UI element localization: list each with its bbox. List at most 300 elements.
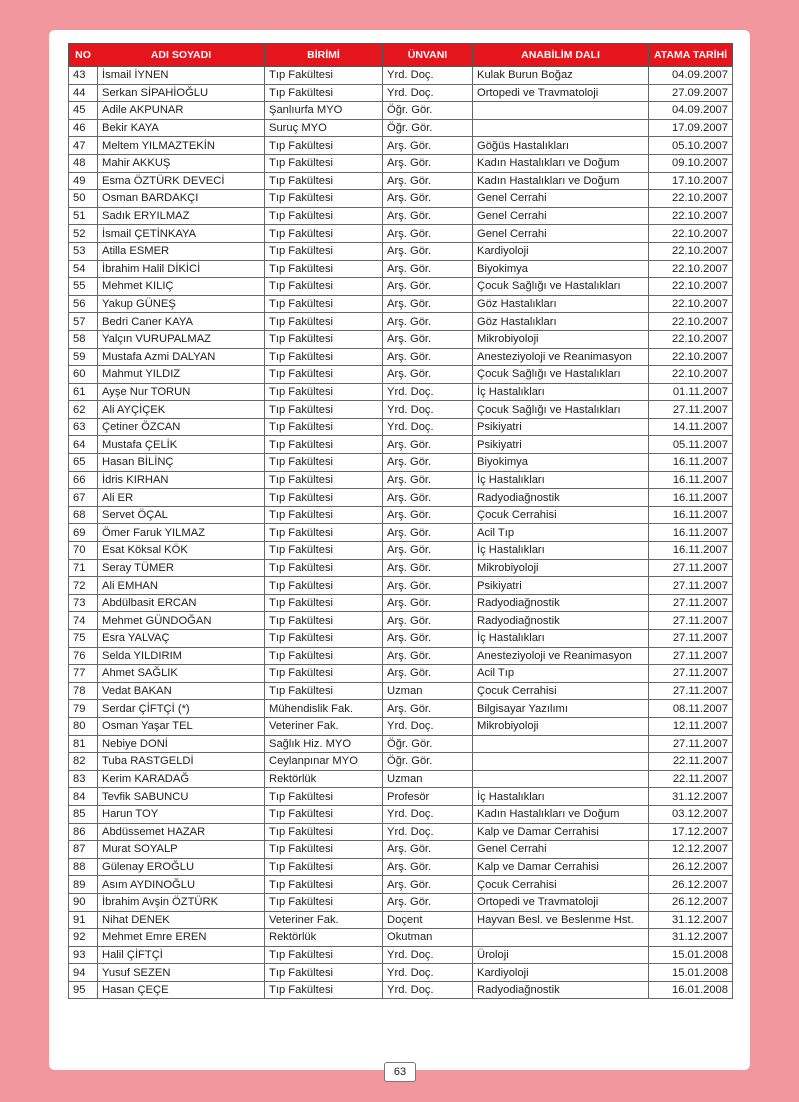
cell-unit: Tıp Fakültesi — [265, 964, 383, 982]
cell-unit: Suruç MYO — [265, 119, 383, 137]
cell-date: 26.12.2007 — [649, 876, 733, 894]
cell-no: 65 — [69, 454, 98, 472]
cell-department — [473, 929, 649, 947]
header-no: NO — [69, 44, 98, 67]
table-row — [69, 119, 733, 137]
cell-no: 72 — [69, 577, 98, 595]
cell-title: Yrd. Doç. — [383, 383, 473, 401]
cell-name: Harun TOY — [98, 805, 265, 823]
cell-unit: Tıp Fakültesi — [265, 823, 383, 841]
cell-name: Mahir AKKUŞ — [98, 154, 265, 172]
cell-title: Yrd. Doç. — [383, 401, 473, 419]
cell-department: Kardiyoloji — [473, 964, 649, 982]
cell-title: Arş. Gör. — [383, 893, 473, 911]
table-row — [69, 559, 733, 577]
cell-date: 27.11.2007 — [649, 559, 733, 577]
cell-name: Tevfik SABUNCU — [98, 788, 265, 806]
cell-no: 54 — [69, 260, 98, 278]
cell-title: Uzman — [383, 770, 473, 788]
table-row — [69, 225, 733, 243]
cell-date: 12.12.2007 — [649, 841, 733, 859]
cell-name: Yalçın VURUPALMAZ — [98, 330, 265, 348]
cell-date: 31.12.2007 — [649, 911, 733, 929]
cell-date: 03.12.2007 — [649, 805, 733, 823]
cell-date: 01.11.2007 — [649, 383, 733, 401]
cell-no: 56 — [69, 295, 98, 313]
cell-title: Profesör — [383, 788, 473, 806]
cell-date: 17.10.2007 — [649, 172, 733, 190]
cell-no: 77 — [69, 665, 98, 683]
cell-no: 92 — [69, 929, 98, 947]
cell-department: Anesteziyoloji ve Reanimasyon — [473, 647, 649, 665]
cell-date: 15.01.2008 — [649, 946, 733, 964]
cell-no: 50 — [69, 190, 98, 208]
table-row — [69, 735, 733, 753]
table-row — [69, 788, 733, 806]
cell-name: Abdüssemet HAZAR — [98, 823, 265, 841]
cell-department: Çocuk Cerrahisi — [473, 876, 649, 894]
table-header-row — [69, 44, 733, 67]
cell-no: 68 — [69, 506, 98, 524]
cell-no: 94 — [69, 964, 98, 982]
cell-department: Bilgisayar Yazılımı — [473, 700, 649, 718]
cell-date: 22.11.2007 — [649, 753, 733, 771]
cell-name: Ali EMHAN — [98, 577, 265, 595]
cell-unit: Tıp Fakültesi — [265, 366, 383, 384]
cell-unit: Tıp Fakültesi — [265, 946, 383, 964]
cell-no: 46 — [69, 119, 98, 137]
cell-title: Arş. Gör. — [383, 225, 473, 243]
cell-unit: Rektörlük — [265, 770, 383, 788]
cell-title: Arş. Gör. — [383, 330, 473, 348]
cell-name: Meltem YILMAZTEKİN — [98, 137, 265, 155]
table-row — [69, 594, 733, 612]
cell-date: 22.10.2007 — [649, 260, 733, 278]
cell-title: Öğr. Gör. — [383, 753, 473, 771]
cell-no: 83 — [69, 770, 98, 788]
cell-department: Mikrobiyoloji — [473, 717, 649, 735]
cell-no: 73 — [69, 594, 98, 612]
cell-date: 27.11.2007 — [649, 401, 733, 419]
cell-title: Arş. Gör. — [383, 348, 473, 366]
cell-date: 22.10.2007 — [649, 225, 733, 243]
cell-date: 16.11.2007 — [649, 489, 733, 507]
cell-name: İdris KIRHAN — [98, 471, 265, 489]
cell-date: 27.11.2007 — [649, 665, 733, 683]
cell-unit: Tıp Fakültesi — [265, 84, 383, 102]
cell-date: 22.10.2007 — [649, 348, 733, 366]
table-row — [69, 876, 733, 894]
cell-title: Arş. Gör. — [383, 524, 473, 542]
cell-date: 17.12.2007 — [649, 823, 733, 841]
cell-name: Hasan ÇEÇE — [98, 981, 265, 999]
table-row — [69, 805, 733, 823]
cell-title: Arş. Gör. — [383, 559, 473, 577]
cell-department: Radyodiağnostik — [473, 981, 649, 999]
cell-unit: Tıp Fakültesi — [265, 876, 383, 894]
cell-name: Sadık ERYILMAZ — [98, 207, 265, 225]
cell-department: Anesteziyoloji ve Reanimasyon — [473, 348, 649, 366]
cell-no: 57 — [69, 313, 98, 331]
cell-department: Kalp ve Damar Cerrahisi — [473, 858, 649, 876]
cell-date: 22.10.2007 — [649, 366, 733, 384]
cell-department: Kulak Burun Boğaz — [473, 67, 649, 85]
table-row — [69, 102, 733, 120]
cell-no: 58 — [69, 330, 98, 348]
cell-date: 17.09.2007 — [649, 119, 733, 137]
cell-no: 76 — [69, 647, 98, 665]
table-row — [69, 612, 733, 630]
cell-date: 04.09.2007 — [649, 102, 733, 120]
cell-unit: Tıp Fakültesi — [265, 278, 383, 296]
table-row — [69, 330, 733, 348]
cell-name: Bedri Caner KAYA — [98, 313, 265, 331]
cell-department: Psikiyatri — [473, 418, 649, 436]
cell-department: İç Hastalıkları — [473, 542, 649, 560]
cell-unit: Tıp Fakültesi — [265, 190, 383, 208]
header-unit: BİRİMİ — [265, 44, 383, 67]
table-row — [69, 348, 733, 366]
cell-unit: Tıp Fakültesi — [265, 225, 383, 243]
cell-title: Arş. Gör. — [383, 207, 473, 225]
table-row — [69, 770, 733, 788]
table-row — [69, 436, 733, 454]
cell-no: 79 — [69, 700, 98, 718]
table-row — [69, 893, 733, 911]
cell-no: 89 — [69, 876, 98, 894]
table-row — [69, 67, 733, 85]
cell-name: Mehmet KILIÇ — [98, 278, 265, 296]
cell-department: Mikrobiyoloji — [473, 559, 649, 577]
cell-department: Çocuk Sağlığı ve Hastalıkları — [473, 278, 649, 296]
table-row — [69, 647, 733, 665]
cell-name: Servet ÖÇAL — [98, 506, 265, 524]
cell-name: Ayşe Nur TORUN — [98, 383, 265, 401]
cell-date: 15.01.2008 — [649, 964, 733, 982]
cell-title: Arş. Gör. — [383, 506, 473, 524]
cell-date: 27.11.2007 — [649, 630, 733, 648]
cell-no: 52 — [69, 225, 98, 243]
cell-title: Arş. Gör. — [383, 489, 473, 507]
cell-no: 48 — [69, 154, 98, 172]
cell-unit: Tıp Fakültesi — [265, 313, 383, 331]
cell-name: Hasan BİLİNÇ — [98, 454, 265, 472]
cell-no: 95 — [69, 981, 98, 999]
header-appointment-date: ATAMA TARİHİ — [649, 44, 733, 67]
cell-date: 22.11.2007 — [649, 770, 733, 788]
cell-date: 27.11.2007 — [649, 594, 733, 612]
cell-no: 70 — [69, 542, 98, 560]
page-number: 63 — [384, 1062, 416, 1082]
cell-no: 82 — [69, 753, 98, 771]
table-row — [69, 401, 733, 419]
cell-title: Arş. Gör. — [383, 260, 473, 278]
cell-title: Arş. Gör. — [383, 647, 473, 665]
cell-unit: Tıp Fakültesi — [265, 665, 383, 683]
cell-date: 22.10.2007 — [649, 295, 733, 313]
cell-name: Ali AYÇİÇEK — [98, 401, 265, 419]
table-row — [69, 841, 733, 859]
table-row — [69, 964, 733, 982]
cell-name: Yakup GÜNEŞ — [98, 295, 265, 313]
cell-department: Biyokimya — [473, 260, 649, 278]
cell-no: 69 — [69, 524, 98, 542]
cell-no: 86 — [69, 823, 98, 841]
cell-title: Arş. Gör. — [383, 612, 473, 630]
table-row — [69, 137, 733, 155]
cell-date: 22.10.2007 — [649, 278, 733, 296]
cell-no: 60 — [69, 366, 98, 384]
cell-title: Okutman — [383, 929, 473, 947]
cell-title: Arş. Gör. — [383, 313, 473, 331]
cell-unit: Tıp Fakültesi — [265, 172, 383, 190]
cell-date: 27.09.2007 — [649, 84, 733, 102]
cell-department — [473, 753, 649, 771]
cell-unit: Tıp Fakültesi — [265, 647, 383, 665]
cell-name: Serdar ÇİFTÇİ (*) — [98, 700, 265, 718]
cell-name: Vedat BAKAN — [98, 682, 265, 700]
cell-unit: Tıp Fakültesi — [265, 858, 383, 876]
cell-department: Göğüs Hastalıkları — [473, 137, 649, 155]
cell-unit: Tıp Fakültesi — [265, 67, 383, 85]
cell-unit: Tıp Fakültesi — [265, 418, 383, 436]
cell-unit: Sağlık Hiz. MYO — [265, 735, 383, 753]
table-row — [69, 190, 733, 208]
cell-name: Çetiner ÖZCAN — [98, 418, 265, 436]
cell-no: 44 — [69, 84, 98, 102]
cell-no: 87 — [69, 841, 98, 859]
cell-unit: Tıp Fakültesi — [265, 383, 383, 401]
cell-date: 16.11.2007 — [649, 506, 733, 524]
cell-department: Acil Tıp — [473, 665, 649, 683]
table-row — [69, 577, 733, 595]
cell-title: Öğr. Gör. — [383, 119, 473, 137]
cell-name: İbrahim Halil DİKİCİ — [98, 260, 265, 278]
cell-name: Gülenay EROĞLU — [98, 858, 265, 876]
cell-no: 43 — [69, 67, 98, 85]
cell-title: Arş. Gör. — [383, 471, 473, 489]
cell-unit: Tıp Fakültesi — [265, 506, 383, 524]
cell-name: Kerim KARADAĞ — [98, 770, 265, 788]
cell-date: 27.11.2007 — [649, 647, 733, 665]
cell-department: Göz Hastalıkları — [473, 313, 649, 331]
cell-date: 22.10.2007 — [649, 313, 733, 331]
cell-name: Osman Yaşar TEL — [98, 717, 265, 735]
cell-unit: Tıp Fakültesi — [265, 454, 383, 472]
cell-department: Biyokimya — [473, 454, 649, 472]
cell-unit: Tıp Fakültesi — [265, 471, 383, 489]
cell-department: Psikiyatri — [473, 577, 649, 595]
cell-no: 78 — [69, 682, 98, 700]
cell-title: Yrd. Doç. — [383, 418, 473, 436]
cell-date: 08.11.2007 — [649, 700, 733, 718]
cell-name: Nebiye DONİ — [98, 735, 265, 753]
cell-title: Yrd. Doç. — [383, 964, 473, 982]
cell-unit: Tıp Fakültesi — [265, 682, 383, 700]
cell-unit: Tıp Fakültesi — [265, 559, 383, 577]
cell-title: Öğr. Gör. — [383, 102, 473, 120]
table-row — [69, 313, 733, 331]
table-row — [69, 418, 733, 436]
table-row — [69, 911, 733, 929]
cell-department: İç Hastalıkları — [473, 383, 649, 401]
cell-no: 55 — [69, 278, 98, 296]
table-row — [69, 154, 733, 172]
cell-department: Üroloji — [473, 946, 649, 964]
cell-no: 67 — [69, 489, 98, 507]
cell-unit: Tıp Fakültesi — [265, 330, 383, 348]
cell-name: Abdülbasit ERCAN — [98, 594, 265, 612]
table-row — [69, 858, 733, 876]
table-row — [69, 489, 733, 507]
cell-name: Asım AYDINOĞLU — [98, 876, 265, 894]
cell-unit: Tıp Fakültesi — [265, 436, 383, 454]
cell-department: Çocuk Cerrahisi — [473, 506, 649, 524]
cell-name: Selda YILDIRIM — [98, 647, 265, 665]
cell-title: Arş. Gör. — [383, 630, 473, 648]
cell-date: 04.09.2007 — [649, 67, 733, 85]
cell-department: Ortopedi ve Travmatoloji — [473, 893, 649, 911]
cell-title: Arş. Gör. — [383, 154, 473, 172]
cell-name: Mustafa ÇELİK — [98, 436, 265, 454]
cell-department: Kadın Hastalıkları ve Doğum — [473, 154, 649, 172]
cell-name: Esat Köksal KÖK — [98, 542, 265, 560]
cell-department: Göz Hastalıkları — [473, 295, 649, 313]
cell-name: Seray TÜMER — [98, 559, 265, 577]
cell-title: Arş. Gör. — [383, 665, 473, 683]
cell-title: Arş. Gör. — [383, 577, 473, 595]
cell-unit: Tıp Fakültesi — [265, 489, 383, 507]
cell-unit: Ceylanpınar MYO — [265, 753, 383, 771]
cell-department: Radyodiağnostik — [473, 594, 649, 612]
cell-unit: Tıp Fakültesi — [265, 893, 383, 911]
header-name: ADI SOYADI — [98, 44, 265, 67]
cell-date: 22.10.2007 — [649, 207, 733, 225]
cell-name: Halil ÇİFTÇİ — [98, 946, 265, 964]
cell-department: Hayvan Besl. ve Beslenme Hst. — [473, 911, 649, 929]
cell-title: Yrd. Doç. — [383, 67, 473, 85]
cell-unit: Tıp Fakültesi — [265, 577, 383, 595]
table-row — [69, 929, 733, 947]
cell-department: Kadın Hastalıkları ve Doğum — [473, 805, 649, 823]
table-row — [69, 542, 733, 560]
cell-date: 16.11.2007 — [649, 524, 733, 542]
cell-unit: Tıp Fakültesi — [265, 981, 383, 999]
cell-unit: Tıp Fakültesi — [265, 612, 383, 630]
cell-name: Nihat DENEK — [98, 911, 265, 929]
cell-no: 85 — [69, 805, 98, 823]
cell-name: Adile AKPUNAR — [98, 102, 265, 120]
cell-date: 27.11.2007 — [649, 577, 733, 595]
table-row — [69, 383, 733, 401]
cell-department — [473, 102, 649, 120]
cell-date: 27.11.2007 — [649, 612, 733, 630]
cell-department: Kadın Hastalıkları ve Doğum — [473, 172, 649, 190]
cell-unit: Mühendislik Fak. — [265, 700, 383, 718]
cell-department: Kardiyoloji — [473, 242, 649, 260]
cell-no: 88 — [69, 858, 98, 876]
cell-title: Arş. Gör. — [383, 242, 473, 260]
cell-date: 05.11.2007 — [649, 436, 733, 454]
cell-unit: Tıp Fakültesi — [265, 401, 383, 419]
cell-title: Arş. Gör. — [383, 542, 473, 560]
table-row — [69, 84, 733, 102]
cell-date: 22.10.2007 — [649, 190, 733, 208]
cell-unit: Tıp Fakültesi — [265, 630, 383, 648]
table-row — [69, 295, 733, 313]
table-row — [69, 172, 733, 190]
table-row — [69, 700, 733, 718]
table-row — [69, 471, 733, 489]
cell-no: 45 — [69, 102, 98, 120]
table-row — [69, 506, 733, 524]
cell-date: 27.11.2007 — [649, 735, 733, 753]
table-row — [69, 524, 733, 542]
cell-name: Yusuf SEZEN — [98, 964, 265, 982]
cell-no: 59 — [69, 348, 98, 366]
cell-name: Mahmut YILDIZ — [98, 366, 265, 384]
cell-name: İbrahim Avşin ÖZTÜRK — [98, 893, 265, 911]
staff-appointment-table — [68, 43, 733, 999]
cell-department — [473, 770, 649, 788]
table-row — [69, 366, 733, 384]
cell-title: Arş. Gör. — [383, 594, 473, 612]
cell-department: İç Hastalıkları — [473, 630, 649, 648]
cell-unit: Tıp Fakültesi — [265, 260, 383, 278]
cell-no: 49 — [69, 172, 98, 190]
cell-title: Arş. Gör. — [383, 876, 473, 894]
cell-title: Yrd. Doç. — [383, 823, 473, 841]
cell-unit: Tıp Fakültesi — [265, 154, 383, 172]
cell-title: Yrd. Doç. — [383, 717, 473, 735]
cell-date: 09.10.2007 — [649, 154, 733, 172]
cell-date: 14.11.2007 — [649, 418, 733, 436]
cell-title: Arş. Gör. — [383, 190, 473, 208]
cell-department: Acil Tıp — [473, 524, 649, 542]
cell-title: Yrd. Doç. — [383, 84, 473, 102]
table-row — [69, 242, 733, 260]
cell-department: Radyodiağnostik — [473, 612, 649, 630]
table-row — [69, 278, 733, 296]
cell-department: İç Hastalıkları — [473, 788, 649, 806]
cell-no: 91 — [69, 911, 98, 929]
cell-title: Yrd. Doç. — [383, 805, 473, 823]
cell-unit: Tıp Fakültesi — [265, 242, 383, 260]
cell-department: Kalp ve Damar Cerrahisi — [473, 823, 649, 841]
cell-date: 22.10.2007 — [649, 330, 733, 348]
table-row — [69, 665, 733, 683]
header-department: ANABİLİM DALI — [473, 44, 649, 67]
cell-department: Ortopedi ve Travmatoloji — [473, 84, 649, 102]
cell-name: Serkan SİPAHİOĞLU — [98, 84, 265, 102]
cell-title: Arş. Gör. — [383, 454, 473, 472]
cell-date: 16.11.2007 — [649, 454, 733, 472]
cell-date: 26.12.2007 — [649, 858, 733, 876]
cell-department — [473, 735, 649, 753]
cell-date: 22.10.2007 — [649, 242, 733, 260]
table-row — [69, 981, 733, 999]
cell-date: 31.12.2007 — [649, 788, 733, 806]
cell-name: Ahmet SAĞLIK — [98, 665, 265, 683]
cell-name: Murat SOYALP — [98, 841, 265, 859]
cell-department: Genel Cerrahi — [473, 207, 649, 225]
cell-date: 27.11.2007 — [649, 682, 733, 700]
cell-unit: Tıp Fakültesi — [265, 841, 383, 859]
cell-title: Arş. Gör. — [383, 858, 473, 876]
cell-no: 80 — [69, 717, 98, 735]
cell-name: İsmail İYNEN — [98, 67, 265, 85]
cell-no: 75 — [69, 630, 98, 648]
